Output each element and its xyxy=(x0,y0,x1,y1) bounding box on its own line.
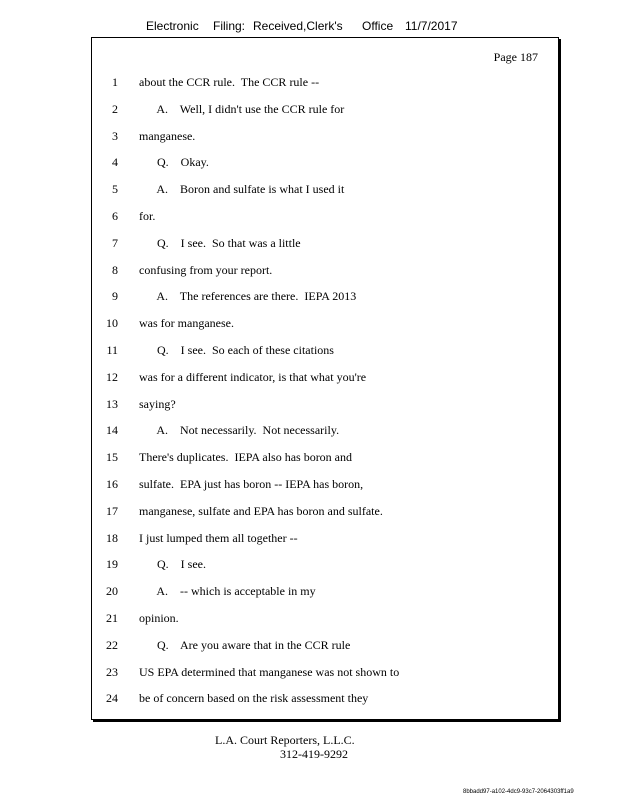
line-text: A. -- which is acceptable in my xyxy=(139,584,316,599)
line-text: about the CCR rule. The CCR rule -- xyxy=(139,75,320,89)
filing-stamp-word: Received,Clerk's xyxy=(253,19,343,33)
transcript-line xyxy=(92,342,558,358)
transcript-line xyxy=(92,128,558,144)
line-text: Q. Are you aware that in the CCR rule xyxy=(139,637,351,652)
line-text: Q. I see. So each of these citations xyxy=(139,343,334,357)
line-number: 18 xyxy=(106,530,118,545)
line-text: A. Boron and sulfate is what I used it xyxy=(139,182,345,197)
line-text: for. xyxy=(139,209,156,223)
transcript-line xyxy=(92,235,558,251)
line-number: 21 xyxy=(106,611,118,625)
transcript-line xyxy=(92,288,558,304)
transcript-line xyxy=(92,503,558,519)
line-number: 2 xyxy=(112,101,118,116)
transcript-line xyxy=(92,315,558,331)
transcript-line xyxy=(92,449,558,465)
line-number: 17 xyxy=(106,503,118,518)
line-text: opinion. xyxy=(139,611,179,625)
line-text: manganese. xyxy=(139,128,196,143)
transcript-line xyxy=(92,422,558,438)
filing-stamp-word: Filing: xyxy=(213,19,246,33)
line-text: A. Not necessarily. Not necessarily. xyxy=(139,423,340,438)
filing-stamp-word: Office xyxy=(362,19,394,33)
line-text: was for manganese. xyxy=(139,316,234,331)
line-number: 14 xyxy=(106,423,118,438)
line-text: Q. I see. So that was a little xyxy=(139,235,301,250)
line-text: Q. I see. xyxy=(139,557,206,572)
transcript-page xyxy=(91,37,559,720)
line-number: 5 xyxy=(112,182,118,197)
line-number: 1 xyxy=(112,75,118,89)
line-number: 13 xyxy=(106,396,118,411)
filing-stamp-word: 11/7/2017 xyxy=(405,19,458,33)
line-number: 23 xyxy=(106,664,118,679)
transcript-line xyxy=(92,610,558,626)
transcript-line xyxy=(92,476,558,492)
transcript-line xyxy=(92,690,558,706)
document-hash: 8bbadd97-a102-4dc9-93c7-2064303ff1a9 xyxy=(463,789,574,795)
line-text: be of concern based on the risk assessment they xyxy=(139,691,369,706)
line-number: 19 xyxy=(106,557,118,572)
transcript-line xyxy=(92,637,558,653)
court-reporter-phone: 312-419-9292 xyxy=(280,747,348,761)
transcript-line xyxy=(92,101,558,117)
line-number: 22 xyxy=(106,637,118,652)
transcript-line xyxy=(92,262,558,278)
line-text: confusing from your report. xyxy=(139,262,273,277)
line-number: 15 xyxy=(106,450,118,465)
line-number: 3 xyxy=(112,128,118,143)
line-text: saying? xyxy=(139,396,176,411)
line-text: A. The references are there. IEPA 2013 xyxy=(139,289,357,304)
line-number: 12 xyxy=(106,369,118,384)
transcript-line xyxy=(92,664,558,680)
line-number: 11 xyxy=(106,343,118,357)
line-text: was for a different indicator, is that what you're xyxy=(139,369,367,384)
line-number: 7 xyxy=(112,235,118,250)
transcript-line xyxy=(92,369,558,385)
line-number: 6 xyxy=(112,209,118,223)
page-number: Page 187 xyxy=(493,50,538,64)
line-number: 16 xyxy=(106,477,118,491)
transcript-line xyxy=(92,74,558,90)
line-number: 24 xyxy=(106,691,118,706)
transcript-line xyxy=(92,583,558,599)
line-text: Q. Okay. xyxy=(139,155,209,170)
line-text: I just lumped them all together -- xyxy=(139,530,298,545)
line-text: manganese, sulfate and EPA has boron and sulfate. xyxy=(139,503,383,518)
transcript-line xyxy=(92,208,558,224)
line-text: US EPA determined that manganese was not shown to xyxy=(139,664,400,679)
filing-stamp-word: Electronic xyxy=(146,19,199,33)
line-text: There's duplicates. IEPA also has boron and xyxy=(139,450,353,465)
line-number: 4 xyxy=(112,155,118,170)
court-reporter-name: L.A. Court Reporters, L.L.C. xyxy=(215,733,355,747)
line-number: 20 xyxy=(106,584,118,599)
transcript-line xyxy=(92,556,558,572)
transcript-line xyxy=(92,396,558,412)
line-number: 9 xyxy=(112,289,118,304)
line-text: sulfate. EPA just has boron -- IEPA has boron, xyxy=(139,477,364,491)
transcript-line xyxy=(92,530,558,546)
transcript-line xyxy=(92,154,558,170)
transcript-line xyxy=(92,181,558,197)
line-text: A. Well, I didn't use the CCR rule for xyxy=(139,101,345,116)
line-number: 8 xyxy=(112,262,118,277)
line-number: 10 xyxy=(106,316,118,331)
